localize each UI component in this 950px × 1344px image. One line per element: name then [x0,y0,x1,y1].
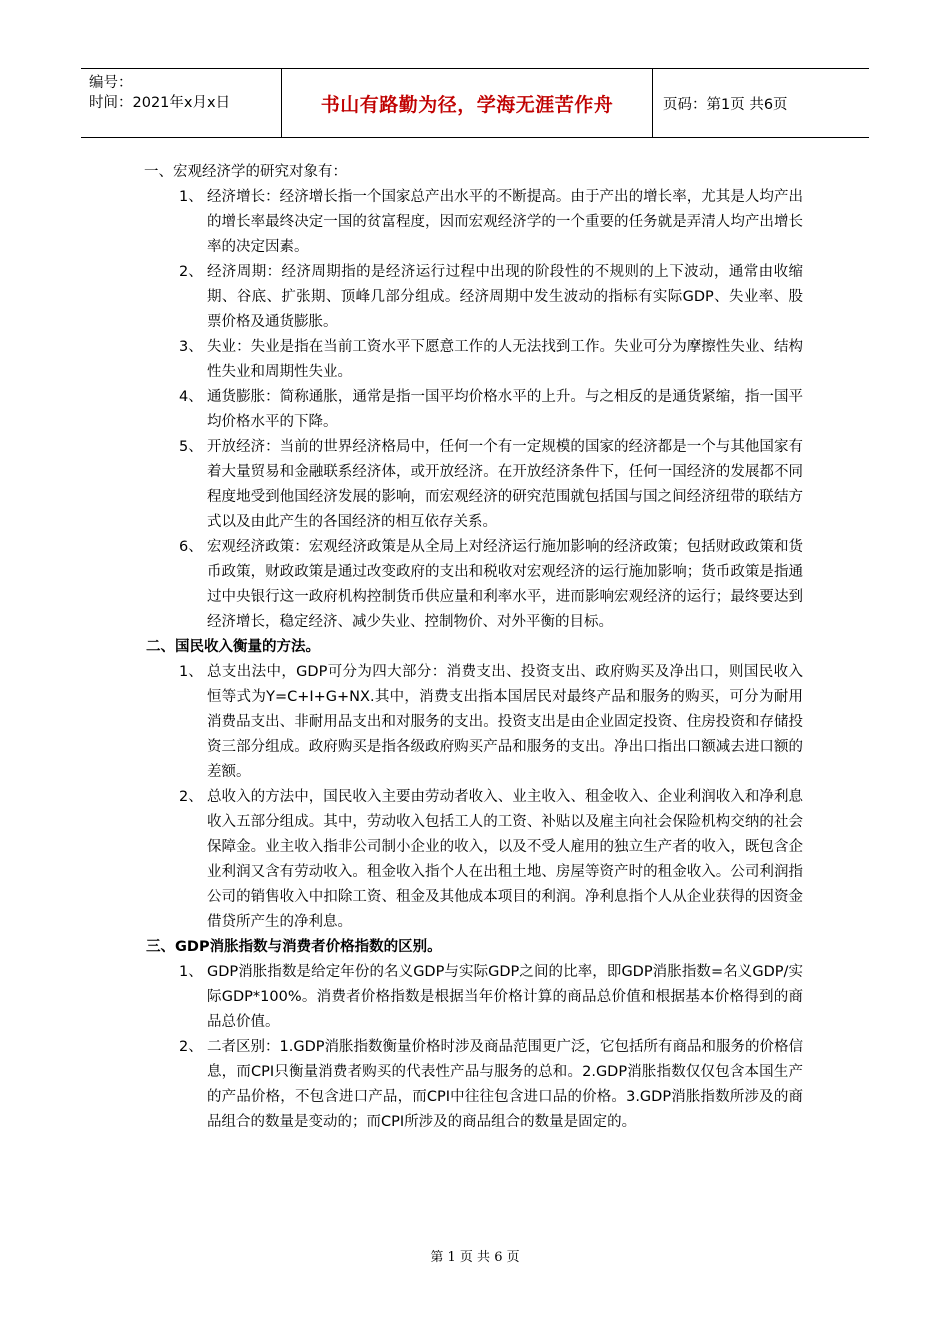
header-page-cell [653,69,869,137]
header-page-label: 页码：第1页 共6页 [663,96,788,113]
section-title: 一、宏观经济学的研究对象有： [144,164,347,180]
header-table [81,68,869,138]
list-item [146,785,806,935]
list-item-text: 宏观经济政策：宏观经济政策是从全局上对经济运行施加影响的经济政策；包括财政政策和货币政策，财政政策是通过改变政府的支出和税收对宏观经济的运行施加影响；货币政策是指通过中央银行这一政府机构控制货币供应量和利率水平，进而影响宏观经济的运行；最终要达到经济增长，稳定经济、减少失业、控制物价、对外平衡的目标。 [207,539,803,630]
list-item-text: 经济周期：经济周期指的是经济运行过程中出现的阶段性的不规则的上下波动，通常由收缩期、谷底、扩张期、顶峰几部分组成。经济周期中发生波动的指标有实际GDP、失业率、股票价格及通货膨胀。 [207,264,803,330]
list-item-number: 2、 [179,1039,203,1055]
list-item [146,660,806,785]
section-title: 二、国民收入衡量的方法。 [146,639,320,655]
list-item-number: 2、 [179,264,203,280]
header-left-cell [81,69,282,137]
list-item-text: 总支出法中，GDP可分为四大部分：消费支出、投资支出、政府购买及净出口，则国民收入恒等式为Y=C+I+G+NX.其中，消费支出指本国居民对最终产品和服务的购买，可分为耐用消费品支出、非耐用品支出和对服务的支出。投资支出是由企业固定投资、住房投资和存储投资三部分组成。政府购买是指各级政府购买产品和服务的支出。净出口指出口额减去进口额的差额。 [207,664,803,780]
list-item-text: 总收入的方法中，国民收入主要由劳动者收入、业主收入、租金收入、企业利润收入和净利息收入五部分组成。其中，劳动收入包括工人的工资、补贴以及雇主向社会保险机构交纳的社会保障金。业主收入指非公司制小企业的收入，以及不受人雇用的独立生产者的收入，既包含企业利润又含有劳动收入。租金收入指个人在出租土地、房屋等资产时的租金收入。公司利润指公司的销售收入中扣除工资、租金及其他成本项目的利润。净利息指个人从企业获得的因资金借贷所产生的净利息。 [207,789,803,930]
header-motto-cell [282,69,653,137]
list-item [146,535,806,635]
list-item-number: 6、 [179,539,203,555]
document-number-label: 编号： [89,75,133,91]
list-item-number: 5、 [179,439,203,455]
list-item [146,260,806,335]
list-item-number: 3、 [179,339,203,355]
document-date-label: 时间：2021年x月x日 [89,95,231,111]
list-item-text: GDP消胀指数是给定年份的名义GDP与实际GDP之间的比率，即GDP消胀指数=名义GDP/实际GDP*100%。消费者价格指数是根据当年价格计算的商品总价值和根据基本价格得到的商品总价值。 [207,964,803,1030]
list-item-number: 1、 [179,664,203,680]
list-item-number: 4、 [179,389,203,405]
list-item-text: 经济增长：经济增长指一个国家总产出水平的不断提高。由于产出的增长率，尤其是人均产出的增长率最终决定一国的贫富程度，因而宏观经济学的一个重要的任务就是弄清人均产出增长率的决定因素。 [207,189,803,255]
list-item-text: 开放经济：当前的世界经济格局中，任何一个有一定规模的国家的经济都是一个与其他国家有着大量贸易和金融联系经济体，或开放经济。在开放经济条件下，任何一国经济的发展都不同程度地受到他国经济发展的影响，而宏观经济的研究范围就包括国与国之间经济纽带的联结方式以及由此产生的各国经济的相互依存关系。 [207,439,803,530]
page-footer: 第 1 页 共 6 页 [430,1250,520,1265]
document-body [146,160,806,1135]
list-item-text: 二者区别：1.GDP消胀指数衡量价格时涉及商品范围更广泛，它包括所有商品和服务的价格信息，而CPI只衡量消费者购买的代表性产品与服务的总和。2.GDP消胀指数仅仅包含本国生产的产品价格，不包含进口产品，而CPI中往往包含进口品的价格。3.GDP消胀指数所涉及的商品组合的数量是变动的；而CPI所涉及的商品组合的数量是固定的。 [207,1039,803,1130]
list-item-number: 1、 [179,189,203,205]
list-item-number: 1、 [179,964,203,980]
list-item-number: 2、 [179,789,203,805]
list-item [146,185,806,260]
list-item-text: 通货膨胀：简称通胀，通常是指一国平均价格水平的上升。与之相反的是通货紧缩，指一国平均价格水平的下降。 [207,389,803,430]
list-item [146,335,806,385]
list-item [146,1035,806,1135]
header-motto: 书山有路勤为径，学海无涯苦作舟 [320,93,614,116]
list-item-text: 失业：失业是指在当前工资水平下愿意工作的人无法找到工作。失业可分为摩擦性失业、结构性失业和周期性失业。 [207,339,803,380]
list-item [146,960,806,1035]
list-item [146,385,806,435]
section-title: 三、GDP消胀指数与消费者价格指数的区别。 [146,939,442,955]
list-item [146,435,806,535]
